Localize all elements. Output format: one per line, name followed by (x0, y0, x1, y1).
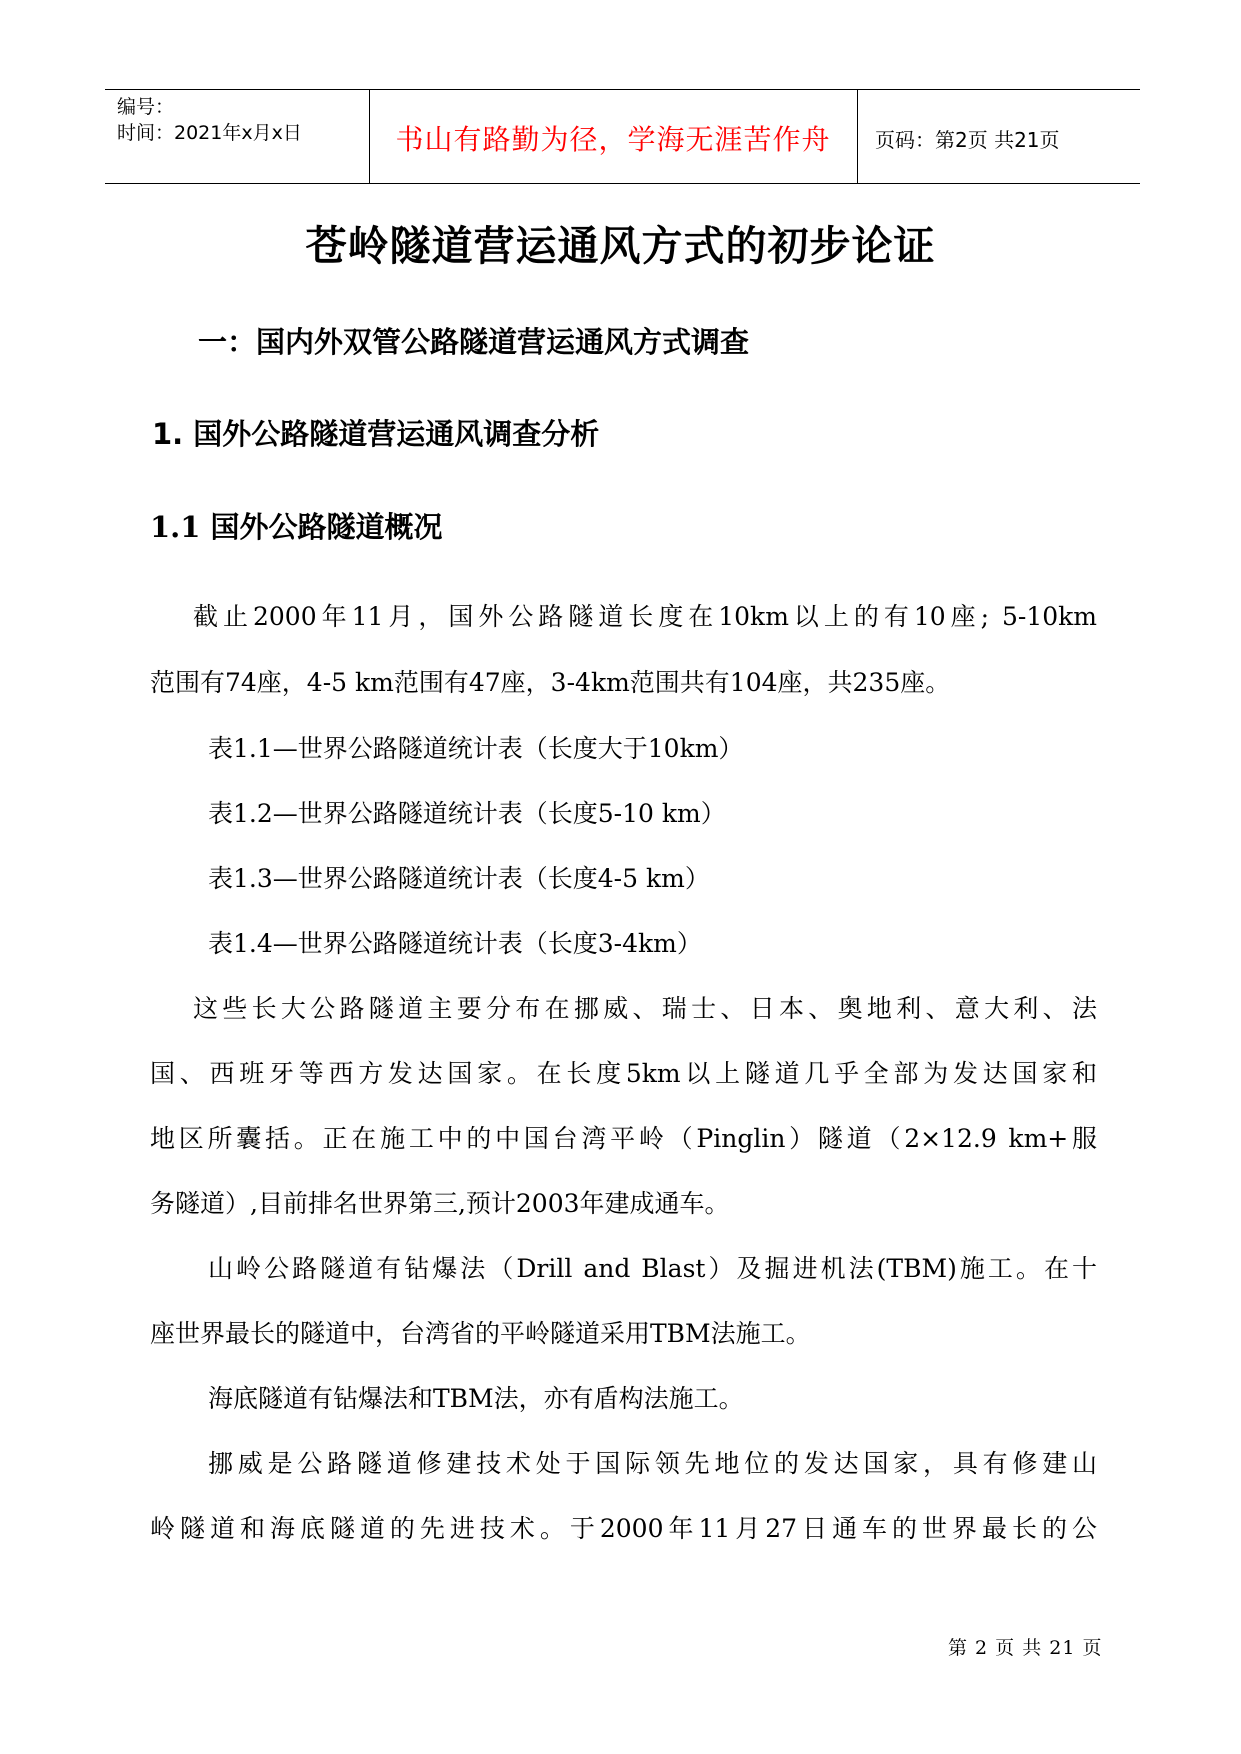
section-heading-1-1-1: 1.1 国外公路隧道概况 (150, 510, 443, 544)
body-line: 范围有74座，4-5 km范围有47座，3-4km范围共有104座，共235座。 (150, 668, 951, 697)
section-heading-1: 一：国内外双管公路隧道营运通风方式调查 (198, 325, 750, 359)
body-line: 务隧道）,目前排名世界第三,预计2003年建成通车。 (150, 1189, 730, 1218)
body-line: 山岭公路隧道有钻爆法（Drill and Blast）及掘进机法(TBM)施工。在十 (208, 1254, 1097, 1283)
body-line: 岭隧道和海底隧道的先进技术。于2000年11月27日通车的世界最长的公 (150, 1514, 1097, 1543)
document-title: 苍岭隧道营运通风方式的初步论证 (305, 222, 936, 270)
header-page-number: 页码：第2页 共21页 (875, 128, 1060, 152)
section-heading-1-1: 1. 国外公路隧道营运通风调查分析 (152, 417, 600, 451)
body-line: 这些长大公路隧道主要分布在挪威、瑞士、日本、奥地利、意大利、法 (193, 994, 1097, 1023)
table-caption: 表1.4—世界公路隧道统计表（长度3-4km） (208, 929, 702, 958)
header-middle-cell (369, 90, 858, 183)
header-motto: 书山有路勤为径，学海无涯苦作舟 (395, 123, 831, 156)
body-line: 地区所囊括。正在施工中的中国台湾平岭（Pinglin）隧道（2×12.9 km+服 (150, 1124, 1097, 1153)
table-caption: 表1.1—世界公路隧道统计表（长度大于10km） (208, 734, 744, 763)
table-caption: 表1.2—世界公路隧道统计表（长度5-10 km） (208, 799, 726, 828)
body-line: 国、西班牙等西方发达国家。在长度5km以上隧道几乎全部为发达国家和 (150, 1059, 1097, 1088)
header-left-cell (105, 90, 370, 183)
body-line: 海底隧道有钻爆法和TBM法，亦有盾构法施工。 (208, 1384, 744, 1413)
table-caption: 表1.3—世界公路隧道统计表（长度4-5 km） (208, 864, 710, 893)
header-right-cell (857, 90, 1140, 183)
body-line: 座世界最长的隧道中，台湾省的平岭隧道采用TBM法施工。 (150, 1319, 811, 1348)
page-footer: 第 2 页 共 21 页 (948, 1637, 1103, 1659)
body-line: 截止2000年11月，国外公路隧道长度在10km以上的有10座; 5-10km (193, 602, 1097, 631)
serial-label: 编号： (117, 96, 175, 118)
time-label: 时间：2021年x月x日 (117, 122, 302, 144)
page-header (105, 89, 1140, 184)
body-line: 挪威是公路隧道修建技术处于国际领先地位的发达国家，具有修建山 (208, 1449, 1097, 1478)
